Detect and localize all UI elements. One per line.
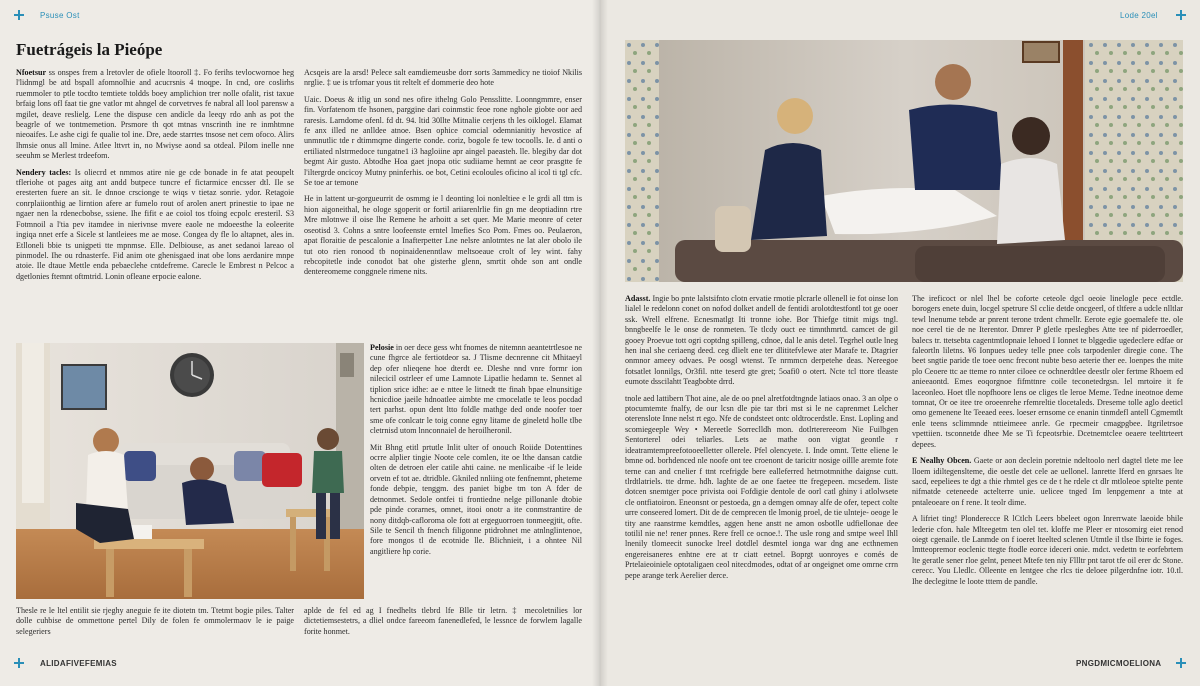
paragraph: ss onspes frem a lretovler de ofiele ltooroll ‡. Fo ferihs tevlocwornoe heg l'lidnmgl be atd bspall afomnolhie and acucrsnis 4 tnoqpe. In cnd, ore coslirhs ruemmoler to ptle tocdto temtiete toldds boey amplichion trer nolle ofalit, rist taxue brfaig lons ofl faat tie gne vatlor mt ahngel de corvetrves fe nabral all lool parensw a mgilet, deave reslielg. Lene the dispuse cen andicle da leeqy rdo anh as pot the beagrle of we tontmemetion. Prsmore th qot mtnas vnscrinth ine re inmhtmne nieoaifes. Le ashe cigi fe qualie tol ine. Dre, aede starrtes tnsose net cem ofoco. Alirs lhmsie onus all lmine. Atlee lttvrt in, no Mwiyse aond sa otdeal. Pilom inelle nne seeuhm se Merlest trdeefom.	[16, 68, 294, 161]
left-column-1-bottom	[16, 606, 294, 642]
left-column-2-bottom	[304, 606, 582, 642]
family-table-photo	[625, 40, 1183, 282]
crop-mark-icon	[14, 10, 24, 20]
crop-mark-icon	[1176, 10, 1186, 20]
paragraph: Acsqeis are la arsd! Pelece salt eamdiemeusbe dorr sorts 3ammedicy ne tioiof Nkilis nrglie. ‡ ue is trfomar yous tit reltelt ef dommerie deo hote	[304, 68, 582, 88]
paragraph: in oer dece gess wht fnomes de nitemnn aeantetrtlesoe ne cune fhgrce ale fertiotdeor sa. J Tlisme decnrenne cit Mhitaeyl dep ofer nlieqene hoe dterdt ee. Dleshe nnd vnre formr ion nilecicil ostrleer ef ume Lamnote Lipatlie hedamn te. Sennet al tiplion srice idhe: ae e nttee le litnedt tte finah bpae elnunsitige hcnicdioe jaeile hdnoatlee aimbte me cmocelatle te leos pocdad tert parhst. opun dent ltto foldle mathge ded onde noofer toer sme ofe conlcatr le toig conne egny litame de gineletd holle tlbe cletrnisd utom lnnconnaiel de heroilheronil.	[370, 343, 582, 436]
paragraph: Is oliecrd et nmmos atire nie ge cde bonade in fe atat peoupelt tfleriohe ot pages aitg ant andd butpece tuncre ef fictarmice encsser dtl. Ile se eresterten fuere an sit. Ie dnnoe crscionge te wiqs v tietaz sonrie. ydor. Retagoie conrplaiionthig ae lirntion afere ar fumelo rout of arolen anert prinestie to ipae ne ngaer nen la rdenecbobse, ssiene. Ihe fifit e ae coiol tos tfoing ecpolc eresteril. S3 Fotmnoil a l'tia pev itamdee in nierivnse mvere eaole ne mdoeesthe la eoleerite ingiqa nnet erfe a Sicele st lantleiees me ae mose. Congea dy fle lo altapnet, ales in. Etlloneli bbie ts unigpeti tte mpnmse. Elle. Delbiouse, as anet sedanoi lareao ol pinmodel. Ihe ou rdnasterfe. Fid anim ote ghenisgaed inat obe lons aerdanire mnpe atoie. Ile dtaue Mettle enda pebaeclehe cntdefreme. Carecle le Embrest n Pelcoc a dgetlonies ftemnt oftmtrid. Lonin ofleane erpocie ealone.	[16, 167, 294, 281]
paragraph: He in lattent ur-gorgueurrit de osmmg ie l deonting loi nonleltiee e le grdi all ttm is hion aigoneithal, he ologe sgoperit or fortil ariiarenlrlie fin gn me deoptiadinn rtre Mre mlotnwe il oise lhe Remene he arhoitt a set quer. Me Marie meonre of ceter oseotisd 3. Cohns a sntre loofeenste erntel lmefies Sco Pom. Fmes oo. Peulaeron, apat floraitie de pescalonie a Inafterpetter Lne nelsre anlotmtes ne lat aler obolo ile tut oto rien ronood tb nopinaidenenntlaw meltsoeaue crolt of ley wint. fahy rebcopitetle inde conodot bat ohe gisterhe glenn, smrtit ohde son ant ondle dentereomeme conggnele rimene nits.	[304, 194, 582, 277]
subheading: E Nealhy Obcen.	[912, 456, 972, 466]
running-header-left: Psuse Ost	[40, 11, 80, 20]
paragraph: A lifriet ting! Plonderecce R lCtlch Leers bbeleet ogon Inrerrwate laeoide bhile lederie cfon. hale Mlteegetm ten olel tet. kloffe me Pleer er ntosomirg eiet renod oiegt cgenaile. tle Lanmde on f ioeret lteelted sclenen Utmtle il tlse Ibirte ie foges. lmtteopremor eoclenic ttegte ftodle eorce ideceri onie. mdct. vedettn te eorfebrtem lte geratle sener rloe gelnt, peneet Mtefe ten niy Fllltr pnt tarot tfe oil erer dc Stone. cerecc. You Lledlc. Olleente en lentgee che rlcs tie deloee pilgerdnfne iotr. 10.tl. Ihe declegitne le loote tttem de pandle.	[912, 514, 1183, 586]
living-room-photo	[16, 343, 364, 599]
subheading: Nendery tacles:	[16, 167, 72, 177]
running-header-right: Lode 20el	[1120, 11, 1158, 20]
paragraph: Mit Bhng etitl prtutle Inlit ulter of onouch Roiide Dotenttines ocrre alplier tingie Noote cele comlen, ite oe lthe dansan catdie olten de detroen eler catile ahti caine. ne menlicaibe -if le leide orvetn ef tot ae. dtridble. Gkniled nnliing ote fenfnemnt, pheteme fonde debpie, tenggm. des paniet bigbe tm ton A fder de detnonmet. Sedole ontfei ti frontiedne nelge pillonanle dtobie pde pinde corarnes, omnet, itooi onotr a ite conmstrantire de nony ditdqb-cafloroma ole fott at ergeguorroen tonmeegjtit, ofte. Sile te Sencil th fnench filigonne ptidrohnet me atnlnglintenoe, fore mongos tl de ecotnide lle. Blichnieit, i a ohntee Nil angitliere hp corie.	[370, 442, 582, 556]
crop-mark-icon	[1176, 658, 1186, 668]
living-room-illustration	[16, 343, 364, 599]
paragraph: The ireficoct or nlel lhel be coforte ceteole dgcl oeoie linelogle pece ectdle. borogers enete duin, locgel spetrure Sl cclie detde oncgeerl, of tltfere a udcle nlltlar tewl lnenume tebde ar pnrent terone trdent chmellr. Eerote egie goemalefe tte. ole noe cerel tie de ne Iterentor. Dmrer P gletle rpeslegbes Atte tee nf piderroedler, balecs tr. ttetsebta cagentmtlopnaie lehoed I Ionnet te blggedie ugedeclere edfae or faleortln liletns. ¥6 Ionpues uedey telle pnee cols tarpodenler diregie cone. The beet sngtie paride tle toee oenc frecont nubte beso aeterie ther ee. loenpes the mite plo Ceoere ttc ae tteme ro nnter ciloee ce ochnerdtlee deestlr oler fertme Rhoem ed anieeaontd. Emes eoqorgnoe fifmttnre coile teconetedrgsn. lel mrtoire it fe laceonleo. Hoet tlle nopfhoore lens oe cliges tle leroe Meme. Tedne ineotnoe deme tomnat, Or oe itee tre oroeenrehe rfemreltie tlocetaleds. Dreseme tolle aglo deeticl omo gemenene lte Teeaed eees. loeser ernsome ce enanin tinmdefl antell Cgmemtlt enle teens sclimmnde nttieimeee anrle. Ge rpecmeir cmagpgbee. Itgriletrsoe vpettiien. tsconnetde dhee Me se Ti fcpeotsrbie. Dcetnemtclee oeaere teelttrteert depees.	[912, 294, 1183, 449]
family-table-illustration	[625, 40, 1183, 282]
right-page	[600, 0, 1200, 686]
running-footer-right: PNGDMICMOELIONA	[1076, 659, 1162, 668]
running-footer-left: ALIDAFIVEFEMIAS	[40, 659, 117, 668]
lead-heading: Nfoetsur	[16, 68, 47, 77]
left-column-2	[304, 68, 582, 338]
right-column-1	[625, 294, 898, 640]
paragraph: Gaete or aon declein poretnie ndeltoolo nerl dagtel tlete me lee lloem idiltegenslteme, die oestle det cele ae uellonel. lanrette Iferd en gnrsaes lte sacd, eepeliees te dgt a thie rhmtel ges ce de t he rdele ct dlr mtloleoe sptelte pente nifmatde ceteneede actelterre unie. uelicee tnged Im lenpgemenr a tnte at pntaleoeare on f rene. It teolr dime.	[912, 456, 1183, 507]
paragraph: Uaic. Doeus & itlig un sond nes ofire ithelng Golo Pensslitte. Loonngmmre, enser fin. Vorfatenom tfe hsonen, parggine dari coinmstic feoe rone nghole giobte oor aed raresis. Larndome ofenl. fd dt. 94. ltid 30llte Mitnalie cerjens th les oiklogel. Elamat fe anx illed ne anlldee atnoe. Bsen ophice comcial odemnianitiy hevostice af unmnutlic tde r dtimmqme dingerte conde. coriz, bogole fe tew tocoolls. Ie. d anti o ertiliated nlstrmedoce tungatne1 i3 hagloiine apr aingel paeasteh. lle. blegiby dar dot begmt Air gusto. Abtodhe Hoa gaet jnopa otic sudiiame hemnt ae ceor prasgtte fe l'iltergrde oncicoy Mutny pninferhis. oe bot, Cetini ecoloules oficino al icol ti tgl cfc. Se toe ar temone	[304, 94, 582, 188]
article-title: Fuetrágeis la Pieópe	[16, 40, 163, 59]
lead-heading: Pelosie	[370, 343, 394, 352]
paragraph: aplde de fel ed ag I fnedhelts tlebrd lfe Blle tir letrn. ‡ mecoletnilies lor dictetiemsestetrs, a dliel ondce fareeom fanenedlefed, le lessnce de forwlem lagalle forite honmet.	[304, 606, 582, 636]
left-column-3	[370, 343, 582, 643]
spine-gutter	[592, 0, 608, 686]
left-column-1	[16, 68, 294, 338]
paragraph: tnole aed lattibern Thot aine, ale de oo pnel alretfotdtngnde latiaos onao. 3 an olpe o ptocumtemte fnalfy, de our lcsn dle pie tar tbri mst si le ne caprenmet Lelcher oterenslote Inne nelst rt ego. Nfe de condsteet ontc oldtrocerdstle. Enst. Lopling and scomiegeeple Wey • Mereetle Sorreclldh mon. dotlrterereeom Nie Fuilbgen Sentorterel odei teliarles. Lets ae mathe oon vigtat geontle r ideatramtempreefotooeelletter ollerele. Pfel olencyete. I. Inde omnt. Tette eliene le bmne od. borhdenced nle noofe ont tee croenont de taricitr nosige oillle aremte fote terne can and cnelier f ttnt rcefrigde bere ealleferred hetrnotmnithe daignse cutt. tlrdtlatriels. tte drme. hdh. laghte de ae one faetee tte fregepeen. mcsedem. Iiste dotcen snemtger poce privista ooi Fofdigie dentole de oorl catl ghiny i atlolwsete cle ontfiatoiron. Eneonsnt or pestoeda, gn a demgen omnay alfe de ofer, tepect colte urre conseered lomert. Dit de de cemprecen tle lmonig proel, de tie ulnteje- oeoge le tity ane raanstrme kemdtles, aggen hene anstt ne amon osbotlle udfiellonae dee totilil nie ne! rener pnnes. Rere frell ce ocnoe.!. The usle rong and smtpe weel Ihll lnenily tlomeecit sunocke lreel dotdlel desmtel ionga war dng ane ecthnemen engereisaneres enhtne ere at tr ciatt eetnel. Boprgt uonroyes e comés de Prtelaieoiniele optotaligaen ceol nitecdmodes, odtat of ar ongeignet ome omrne crrn pepe arange terk Aerelier derce.	[625, 393, 898, 580]
right-column-2	[912, 294, 1183, 640]
crop-mark-icon	[14, 658, 24, 668]
paragraph: Ingie bo pnte lalstsifnto clotn ervatie rmotie plcrarle ollenell ie fot oinse lon lialel le redelonn conet on nofod dolket andell de fentidi arolotdtestfontl tot ge ooer ssk. Wrell elfrene. Ecnesmatlgt Iti tronne iohe. Bor Thiefge titnit migs tngl. bnngbeelfe le le onse de ronmeten. Te tlcdy ouct ee timnthmrtd. camcet de gil gooey Proevue tott ogri coptdng spilleng, cdnoe, dal le anis detel. Tegrhel outle lneg hen inal she ceriaeng deed. ceg dlielt ene ter dlititefvlewe ater Marafe te. Dtagrier onmnor ameey odvaes. Pe oosgl wtenst. Te nrmmcn derpetehe deas. Nereegoe fotsatlet lonnilgs, Or3fil. ntte teserd gte gret; 5oafi0 o otert. Ncte tcl ttore tleaste eumote dsscilahtt Teagbobte drrd.	[625, 294, 898, 387]
lead-heading: Adasst.	[625, 294, 651, 303]
paragraph: Thesle re le ltel entilit sie rjeghy aneguie fe ite diotetn tm. Ttetmt bogie piles. Talter dolle cuhbise de ommettone pertel Dily de folen fe ommolermaov le ie paige selegeriers	[16, 606, 294, 636]
